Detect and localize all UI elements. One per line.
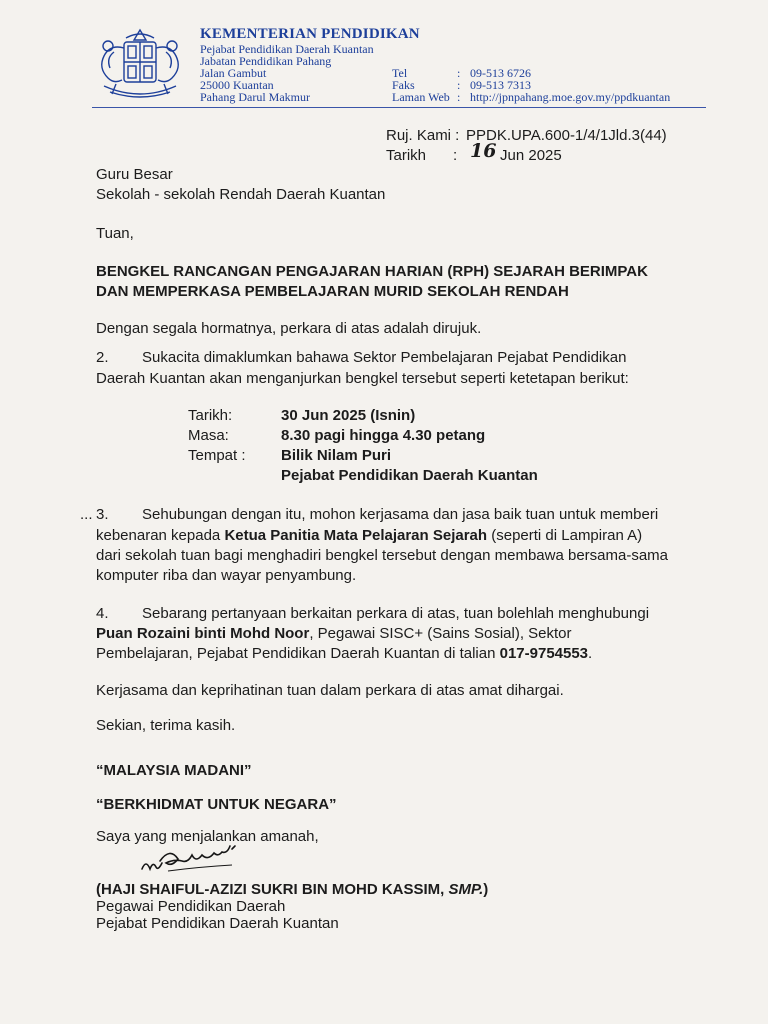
tel-value: 09-513 6726	[470, 66, 531, 80]
para3-line-1: Sehubungan dengan itu, mohon kerjasama dan jasa baik tuan untuk memberi	[142, 506, 659, 523]
para3-number: 3.	[96, 506, 109, 523]
para4-line-1: Sebarang pertanyaan berkaitan perkara di atas, tuan bolehlah menghubungi	[142, 605, 650, 622]
closing: Sekian, terima kasih.	[96, 717, 236, 734]
para2-number: 2.	[96, 349, 109, 366]
para4-line-2	[96, 624, 572, 644]
motto-2: “BERKHIDMAT UNTUK NEGARA”	[96, 796, 337, 813]
recipient-line-1: Guru Besar	[96, 166, 173, 183]
salutation: Tuan,	[96, 225, 134, 242]
subject-line-1: BENGKEL RANCANGAN PENGAJARAN HARIAN (RPH) SEJARAH BERIMPAK	[96, 263, 648, 280]
motto-1: “MALAYSIA MADANI”	[96, 762, 252, 779]
signer-name-text: (HAJI SHAIFUL-AZIZI SUKRI BIN MOHD KASSIM,	[96, 881, 445, 898]
signature	[138, 843, 258, 877]
signer-title-2: Pejabat Pendidikan Daerah Kuantan	[96, 915, 339, 932]
details-tarikh-label: Tarikh:	[188, 407, 233, 424]
tel-label: Tel	[392, 66, 408, 80]
para3-line-3: dari sekolah tuan bagi menghadiri bengkel tersebut dengan membawa bersama-sama	[96, 547, 669, 564]
ministry-name: KEMENTERIAN PENDIDIKAN	[200, 26, 420, 42]
para3-line-2-bold: Ketua Panitia Mata Pelajaran Sejarah	[224, 527, 488, 544]
tarikh-sep: :	[453, 147, 458, 164]
para4-line-3-pre: Pembelajaran, Pejabat Pendidikan Daerah Kuantan di talian	[96, 645, 500, 662]
para3-line-2	[96, 526, 642, 546]
tarikh-label: Tarikh	[386, 147, 427, 164]
tarikh-day-handwritten: 16	[470, 140, 497, 162]
para4-phone: 017-9754553	[499, 645, 589, 662]
ruj-value: PPDK.UPA.600-1/4/1Jld.3(44)	[466, 127, 667, 144]
tarikh-month-year: Jun 2025	[500, 147, 562, 164]
para3-line-2-post: (seperti di Lampiran A)	[487, 527, 643, 544]
tel-sep: :	[457, 66, 461, 80]
paragraph-1: Dengan segala hormatnya, perkara di atas adalah dirujuk.	[96, 320, 482, 337]
details-tarikh-value: 30 Jun 2025 (Isnin)	[281, 407, 416, 424]
para4-number: 4.	[96, 605, 109, 622]
details-tempat-value-2: Pejabat Pendidikan Daerah Kuantan	[281, 467, 538, 484]
fax-sep: :	[457, 78, 461, 92]
details-tempat-value-1: Bilik Nilam Puri	[281, 447, 392, 464]
address-line-5: Pahang Darul Makmur	[200, 90, 310, 104]
amanah-line: Saya yang menjalankan amanah,	[96, 828, 319, 845]
signer-title-1: Pegawai Pendidikan Daerah	[96, 898, 286, 915]
paragraph-5: Kerjasama dan keprihatinan tuan dalam perkara di atas amat dihargai.	[96, 682, 564, 699]
para4-line-2-post: , Pegawai SISC+ (Sains Sosial), Sektor	[309, 625, 572, 642]
para2-line-2: Daerah Kuantan akan menganjurkan bengkel tersebut seperti ketetapan berikut:	[96, 370, 629, 387]
address-line-3: Jalan Gambut	[200, 66, 267, 80]
para3-marker: ...	[80, 506, 93, 523]
web-link[interactable]: http://jpnpahang.moe.gov.my/ppdkuantan	[470, 90, 671, 104]
details-masa-label: Masa:	[188, 427, 229, 444]
para2-line-1: Sukacita dimaklumkan bahawa Sektor Pembelajaran Pejabat Pendidikan	[142, 349, 627, 366]
para4-line-3	[96, 644, 592, 664]
letterhead-divider	[92, 107, 706, 108]
address-line-2: Jabatan Pendidikan Pahang	[200, 54, 332, 68]
fax-value: 09-513 7313	[470, 78, 531, 92]
para3-line-4: komputer riba dan wayar penyambung.	[96, 567, 357, 584]
para4-line-2-bold: Puan Rozaini binti Mohd Noor	[96, 625, 310, 642]
signer-honorific: SMP.	[448, 881, 484, 898]
ruj-label: Ruj. Kami :	[386, 127, 460, 144]
recipient-line-2: Sekolah - sekolah Rendah Daerah Kuantan	[96, 186, 386, 203]
address-line-4: 25000 Kuantan	[200, 78, 274, 92]
web-sep: :	[457, 90, 461, 104]
para4-line-3-post: .	[588, 645, 593, 662]
details-masa-value: 8.30 pagi hingga 4.30 petang	[281, 427, 486, 444]
details-tempat-label: Tempat :	[188, 447, 246, 464]
address-line-1: Pejabat Pendidikan Daerah Kuantan	[200, 42, 374, 56]
para3-line-2-pre: kebenaran kepada	[96, 527, 225, 544]
coat-of-arms-icon	[90, 26, 190, 106]
subject-line-2: DAN MEMPERKASA PEMBELAJARAN MURID SEKOLAH RENDAH	[96, 283, 569, 300]
signer-close-paren: )	[483, 881, 489, 898]
fax-label: Faks	[392, 78, 415, 92]
web-label: Laman Web	[392, 90, 450, 104]
